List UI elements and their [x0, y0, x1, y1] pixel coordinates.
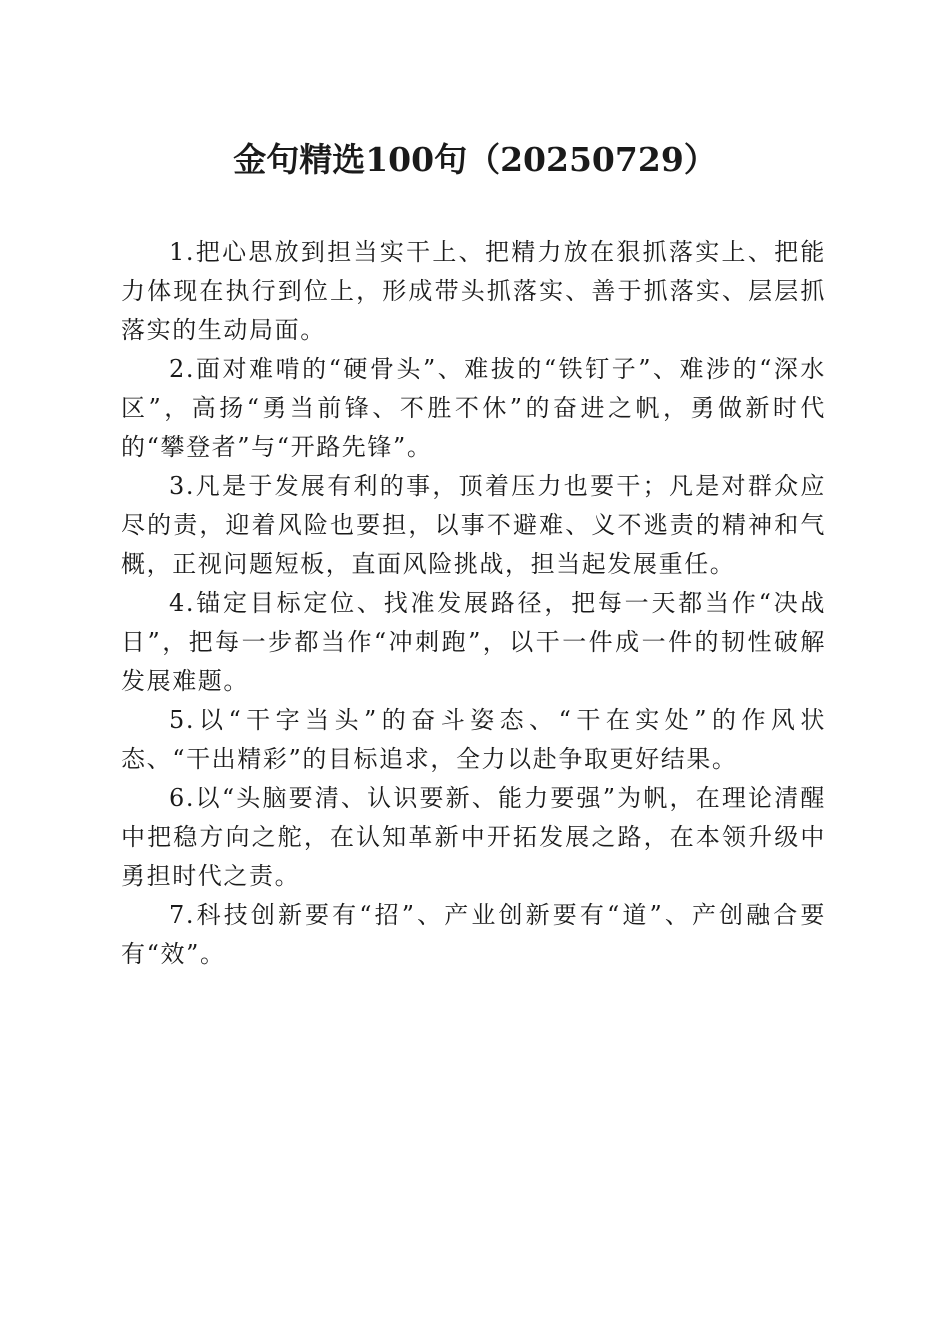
paragraph-7: 7.科技创新要有“招”、产业创新要有“道”、产创融合要有“效”。 — [121, 901, 826, 968]
paragraph-5: 5.以“干字当头”的奋斗姿态、“干在实处”的作风状态、“干出精彩”的目标追求，全力以赴争取更好结果。 — [121, 706, 826, 773]
paragraph-4: 4.锚定目标定位、找准发展路径，把每一天都当作“决战日”，把每一步都当作“冲刺跑”，以干一件成一件的韧性破解发展难题。 — [121, 589, 826, 695]
paragraph-2: 2.面对难啃的“硬骨头”、难拔的“铁钉子”、难涉的“深水区”，高扬“勇当前锋、不胜不休”的奋进之帆，勇做新时代的“攀登者”与“开路先锋”。 — [121, 355, 826, 461]
paragraph-1: 1.把心思放到担当实干上、把精力放在狠抓落实上、把能力体现在执行到位上，形成带头抓落实、善于抓落实、层层抓落实的生动局面。 — [121, 238, 826, 344]
document-body — [121, 233, 826, 974]
document-title: 金句精选100句（20250729） — [233, 140, 717, 179]
paragraph-3: 3.凡是于发展有利的事，顶着压力也要干；凡是对群众应尽的责，迎着风险也要担，以事不避难、义不逃责的精神和气概，正视问题短板，直面风险挑战，担当起发展重任。 — [121, 472, 826, 578]
paragraph-6: 6.以“头脑要清、认识要新、能力要强”为帆，在理论清醒中把稳方向之舵，在认知革新中开拓发展之路，在本领升级中勇担时代之责。 — [121, 784, 826, 890]
